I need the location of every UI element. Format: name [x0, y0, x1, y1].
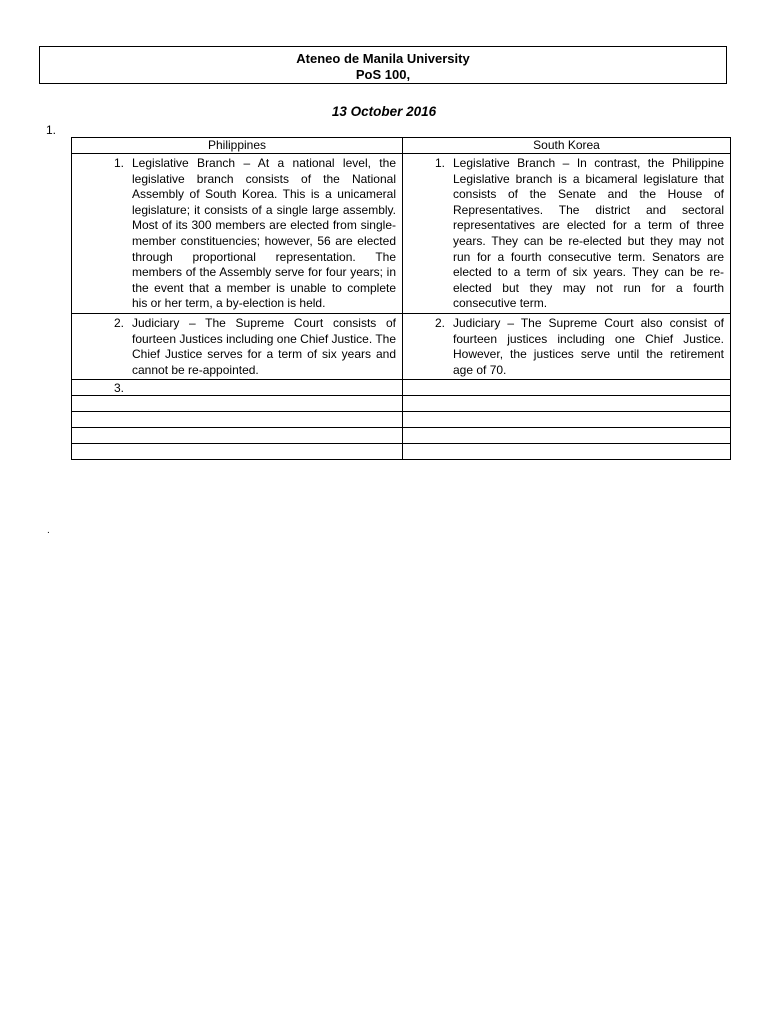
table-row: [72, 428, 731, 444]
trailing-mark: .: [47, 525, 50, 536]
table-cell: [72, 380, 403, 396]
table-cell: [72, 444, 403, 460]
question-number: 1.: [46, 123, 57, 137]
list-item: [72, 380, 402, 395]
university-name: Ateneo de Manila University: [296, 51, 470, 66]
item-text: Judiciary – The Supreme Court consists of fourteen Justices including one Chief Justice. The Chief Justice serves for a term of six years and cannot be re-appointed.: [132, 315, 396, 377]
table-cell: [72, 396, 403, 412]
item-number: 2.: [113, 315, 124, 330]
list-item: [72, 154, 402, 313]
table-cell: [403, 154, 731, 314]
table-header-row: [72, 138, 731, 154]
document-date: 13 October 2016: [331, 104, 437, 119]
table-cell: [72, 428, 403, 444]
table-row: [72, 444, 731, 460]
column-header-south-korea: South Korea: [403, 138, 731, 154]
list-item: [403, 314, 730, 379]
item-text: Judiciary – The Supreme Court also consist of fourteen justices including one Chief Justice. However, the justices serve until the retirement age of 70.: [453, 315, 724, 377]
table-cell: [403, 444, 731, 460]
item-number: 3.: [113, 381, 124, 396]
item-number: 2.: [434, 315, 445, 330]
course-code: PoS 100,: [355, 67, 411, 82]
item-number: 1.: [113, 156, 124, 170]
item-text: Legislative Branch – In contrast, the Philippine Legislative branch is a bicameral legislature that consists of the Senate and the House of Representatives. The district and sectoral representatives are elected for a term of three years. They can be re-elected but they may not run for a fourth consecutive term. Senators are elected to a term of six years. They can be re-elected but they may not run for a fourth consecutive term.: [453, 156, 724, 311]
comparison-table: [71, 137, 731, 460]
table-cell: [72, 313, 403, 379]
table-row: [72, 396, 731, 412]
item-text: Legislative Branch – At a national level, the legislative branch consists of the National Assembly of South Korea. This is a unicameral legislature; it consists of a single large assembly. Most of its 300 members are elected from single-member constituencies; however, 56 are elected through proportional representation. The members of the Assembly serve for four years; in the event that a member is unable to complete his or her term, a by-election is held.: [132, 156, 396, 311]
table-cell: [403, 313, 731, 379]
header-box: [39, 46, 727, 84]
table-cell: [72, 154, 403, 314]
table-row: [72, 313, 731, 379]
table-cell: [72, 412, 403, 428]
item-number: 1.: [434, 156, 445, 170]
list-item: [403, 154, 730, 313]
list-item: [72, 314, 402, 379]
item-text: [132, 381, 396, 395]
table-cell: [403, 396, 731, 412]
table-row: [72, 412, 731, 428]
table-row: [72, 154, 731, 314]
table-row: [72, 380, 731, 396]
table-cell: [403, 428, 731, 444]
column-header-philippines: Philippines: [72, 138, 403, 154]
table-cell: [403, 380, 731, 396]
table-cell: [403, 412, 731, 428]
